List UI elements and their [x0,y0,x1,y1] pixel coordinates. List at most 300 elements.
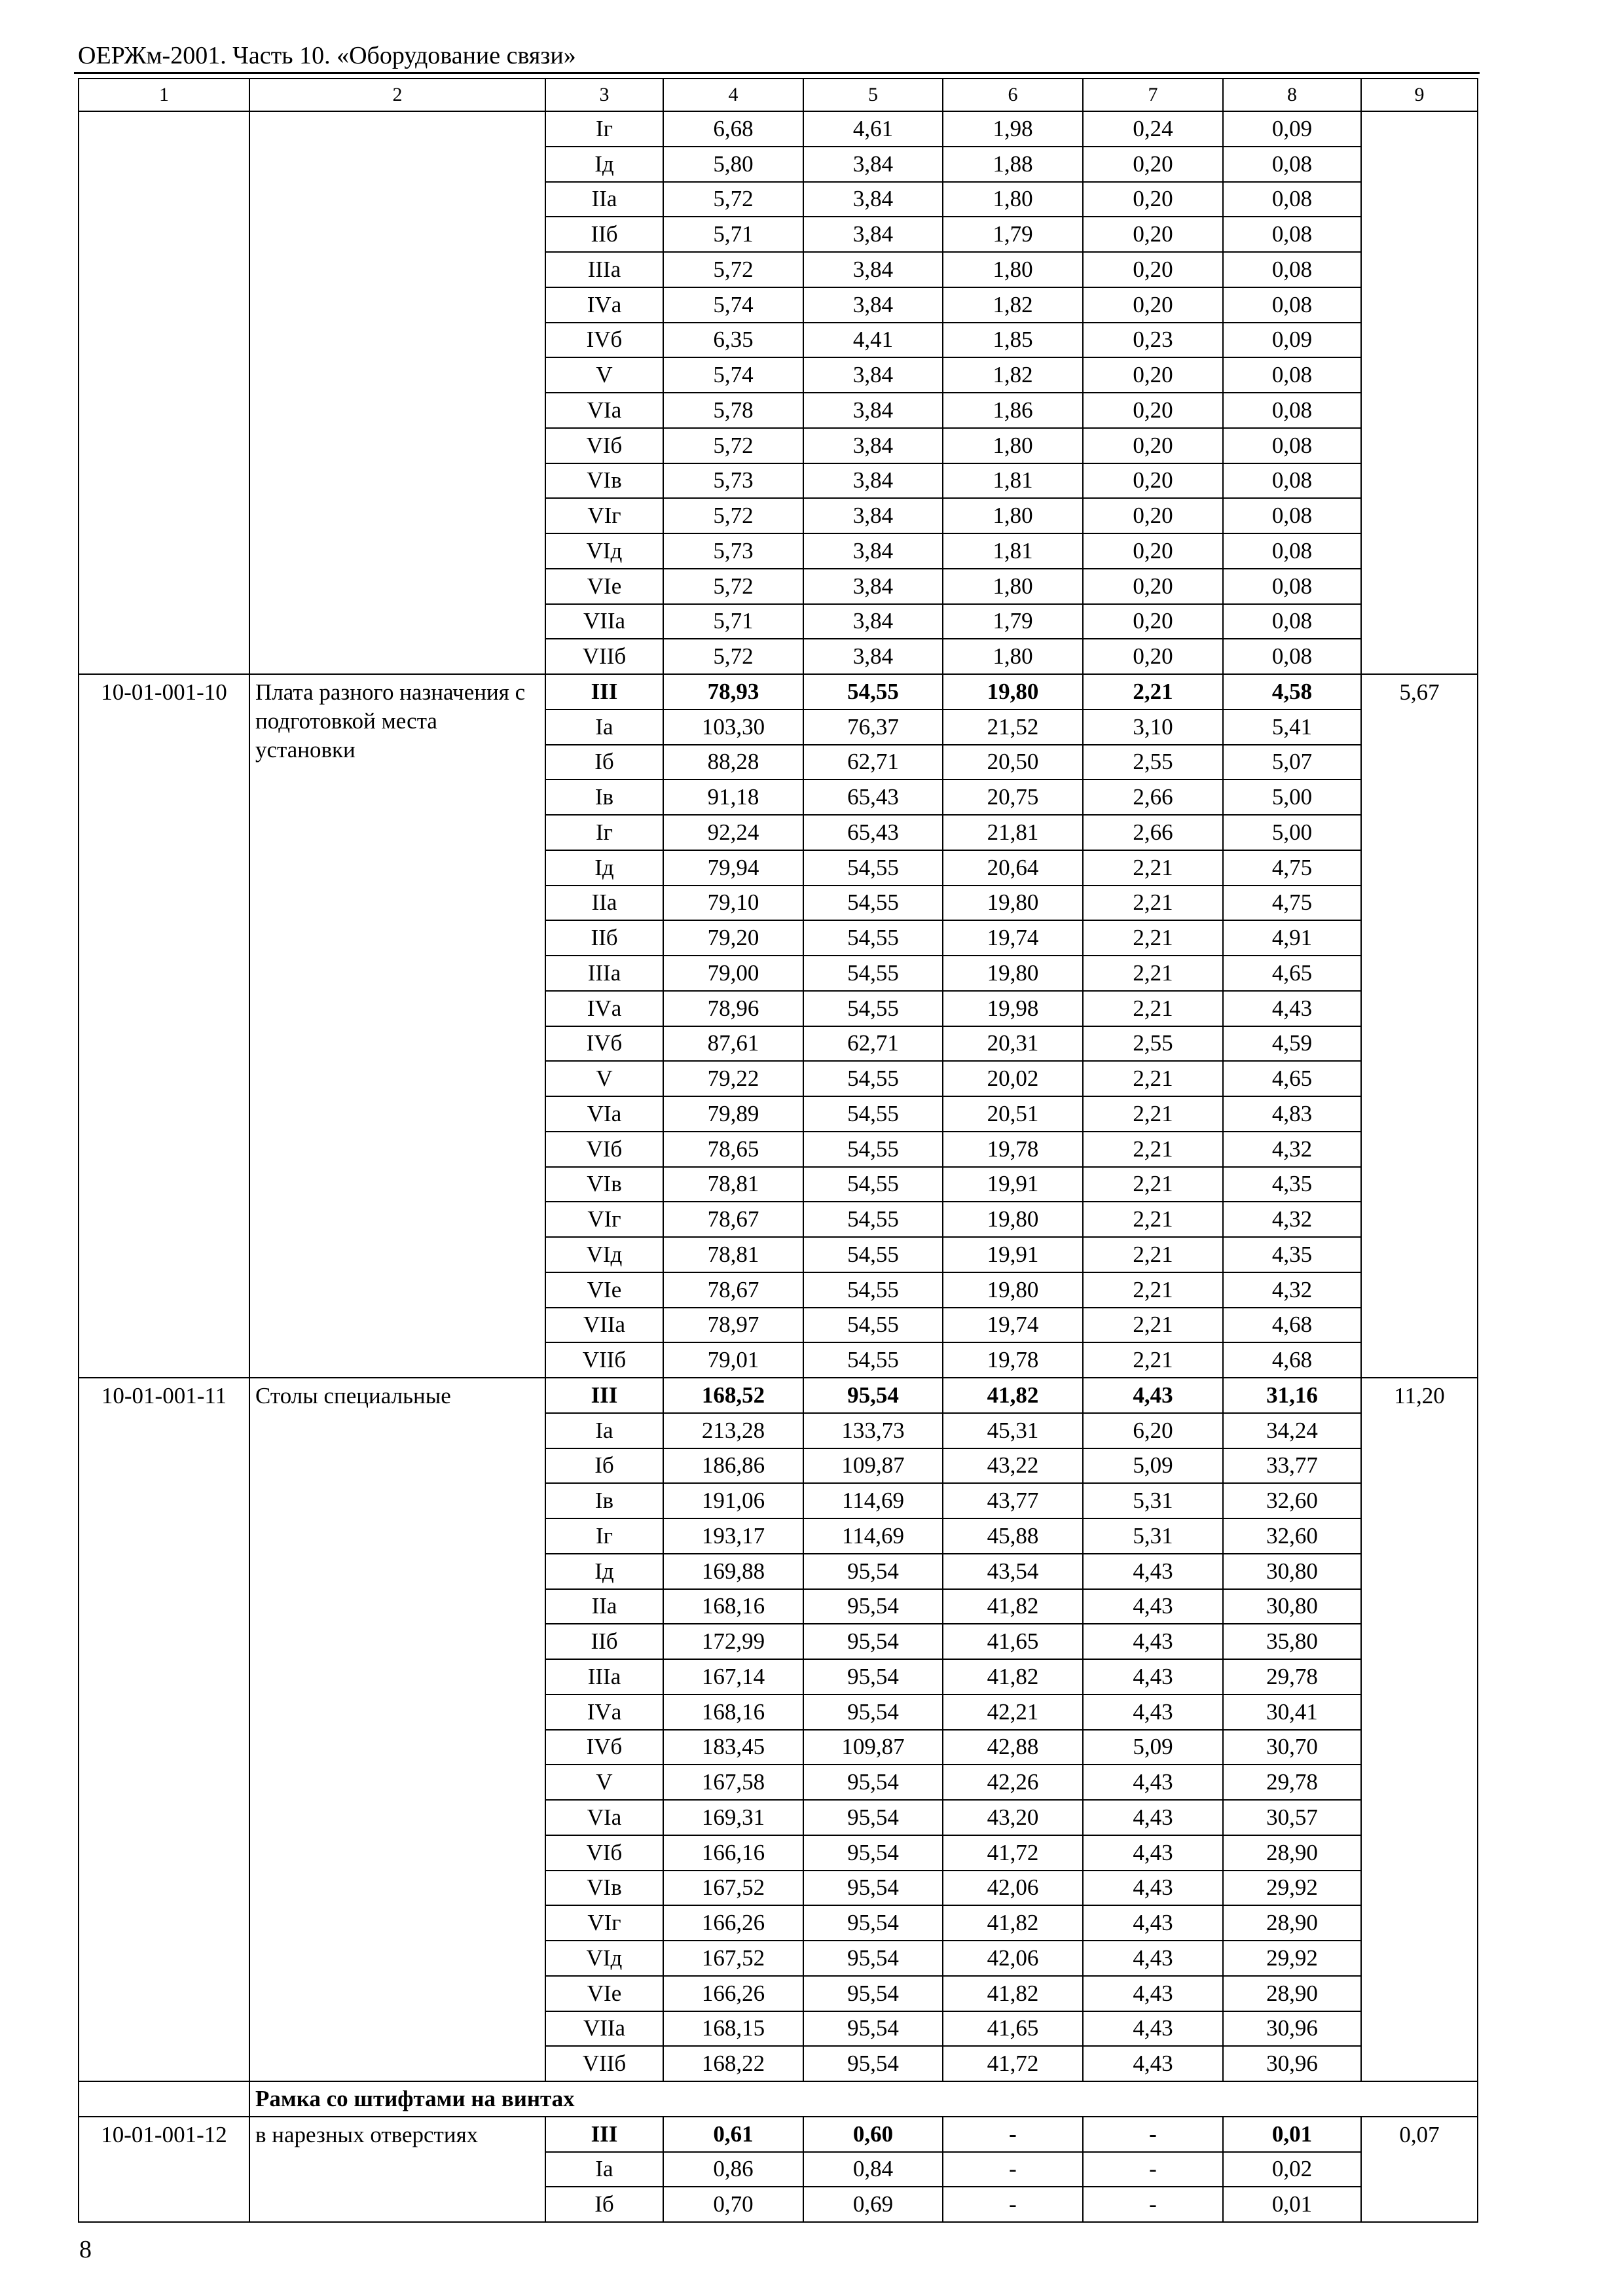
value-col5-cell: 3,84 [803,147,943,182]
value-col6-cell: 1,80 [943,252,1083,287]
value-col6-cell: 45,31 [943,1413,1083,1448]
table-header [79,79,1478,111]
value-col8-cell: 5,00 [1223,780,1361,815]
value-col4-cell: 167,52 [663,1941,803,1976]
value-col7-cell: 2,66 [1083,780,1223,815]
value-col4-cell: 169,88 [663,1554,803,1589]
zone-cell: III [545,1378,663,1413]
value-col5-cell: 3,84 [803,569,943,604]
zone-cell: IIIа [545,1659,663,1695]
col9-value-cell: 11,20 [1361,1378,1478,2081]
zone-cell: VIIб [545,2046,663,2081]
value-col4-cell: 5,74 [663,287,803,323]
zone-cell: IVб [545,1026,663,1062]
value-col5-cell: 95,54 [803,2046,943,2081]
value-col5-cell: 54,55 [803,1202,943,1237]
value-col6-cell: 19,91 [943,1237,1083,1272]
value-col8-cell: 0,08 [1223,287,1361,323]
value-col4-cell: 5,72 [663,182,803,217]
value-col8-cell: 0,08 [1223,463,1361,499]
value-col6-cell: 42,88 [943,1730,1083,1765]
value-col5-cell: 54,55 [803,1096,943,1132]
value-col4-cell: 186,86 [663,1448,803,1484]
zone-cell: VIб [545,1835,663,1871]
value-col8-cell: 4,65 [1223,956,1361,991]
value-col5-cell: 54,55 [803,1132,943,1167]
column-number-row [79,79,1478,111]
value-col4-cell: 172,99 [663,1624,803,1659]
value-col7-cell: 2,21 [1083,1342,1223,1378]
zone-cell: VIб [545,1132,663,1167]
value-col5-cell: 114,69 [803,1518,943,1554]
value-col6-cell: 19,78 [943,1342,1083,1378]
value-col6-cell: 42,06 [943,1941,1083,1976]
value-col4-cell: 168,22 [663,2046,803,2081]
value-col8-cell: 28,90 [1223,1905,1361,1941]
value-col8-cell: 0,08 [1223,604,1361,639]
value-col8-cell: 28,90 [1223,1976,1361,2011]
value-col4-cell: 103,30 [663,709,803,745]
zone-cell: Iг [545,1518,663,1554]
value-col4-cell: 168,52 [663,1378,803,1413]
value-col5-cell: 3,84 [803,463,943,499]
value-col4-cell: 87,61 [663,1026,803,1062]
rate-code-cell: 10-01-001-12 [79,2117,249,2222]
value-col5-cell: 95,54 [803,1378,943,1413]
value-col8-cell: 30,57 [1223,1800,1361,1835]
value-col5-cell: 109,87 [803,1730,943,1765]
zone-cell: Iд [545,147,663,182]
zone-cell: Iд [545,1554,663,1589]
value-col6-cell: - [943,2152,1083,2187]
value-col6-cell: 41,82 [943,1589,1083,1624]
value-col6-cell: 41,82 [943,1659,1083,1695]
value-col6-cell: 41,82 [943,1976,1083,2011]
value-col6-cell: 43,54 [943,1554,1083,1589]
zone-cell: III [545,2117,663,2152]
value-col4-cell: 79,22 [663,1061,803,1096]
value-col6-cell: 19,80 [943,674,1083,709]
value-col8-cell: 0,08 [1223,217,1361,252]
value-col8-cell: 0,01 [1223,2117,1361,2152]
value-col4-cell: 79,94 [663,850,803,886]
value-col7-cell: 4,43 [1083,1554,1223,1589]
value-col7-cell: 2,21 [1083,1237,1223,1272]
value-col6-cell: 19,80 [943,1202,1083,1237]
value-col5-cell: 95,54 [803,2011,943,2047]
value-col5-cell: 65,43 [803,780,943,815]
zone-cell: VIа [545,1800,663,1835]
rate-code-cell [79,111,249,674]
value-col7-cell: 0,20 [1083,463,1223,499]
value-col5-cell: 95,54 [803,1695,943,1730]
value-col6-cell: 45,88 [943,1518,1083,1554]
value-col7-cell: 0,20 [1083,569,1223,604]
zone-cell: V [545,357,663,393]
header-divider [74,72,1480,74]
zone-cell: IVб [545,1730,663,1765]
value-col6-cell: 1,85 [943,323,1083,358]
value-col4-cell: 193,17 [663,1518,803,1554]
zone-cell: VIе [545,1976,663,2011]
zone-cell: IVа [545,1695,663,1730]
value-col6-cell: 20,31 [943,1026,1083,1062]
value-col8-cell: 0,08 [1223,639,1361,674]
value-col7-cell: 2,21 [1083,1096,1223,1132]
value-col8-cell: 4,32 [1223,1272,1361,1308]
value-col8-cell: 0,08 [1223,182,1361,217]
zone-cell: VIIб [545,1342,663,1378]
value-col6-cell: 1,79 [943,604,1083,639]
value-col6-cell: 1,80 [943,428,1083,463]
value-col5-cell: 54,55 [803,1061,943,1096]
value-col6-cell: 20,64 [943,850,1083,886]
value-col8-cell: 30,80 [1223,1554,1361,1589]
table-row [79,1378,1478,1413]
col9-value-cell: 0,07 [1361,2117,1478,2222]
value-col6-cell: 43,22 [943,1448,1083,1484]
value-col8-cell: 5,07 [1223,745,1361,780]
value-col6-cell: 19,78 [943,1132,1083,1167]
value-col5-cell: 62,71 [803,1026,943,1062]
value-col6-cell: 19,80 [943,886,1083,921]
value-col7-cell: 4,43 [1083,1378,1223,1413]
value-col4-cell: 191,06 [663,1483,803,1518]
value-col4-cell: 79,00 [663,956,803,991]
value-col8-cell: 4,58 [1223,674,1361,709]
value-col7-cell: 0,20 [1083,604,1223,639]
value-col4-cell: 167,14 [663,1659,803,1695]
value-col4-cell: 5,78 [663,393,803,428]
value-col7-cell: 4,43 [1083,1589,1223,1624]
value-col6-cell: 21,52 [943,709,1083,745]
value-col5-cell: 3,84 [803,252,943,287]
value-col6-cell: 41,65 [943,2011,1083,2047]
value-col7-cell: - [1083,2152,1223,2187]
zone-cell: Iа [545,2152,663,2187]
value-col5-cell: 95,54 [803,1835,943,1871]
zone-cell: VIIа [545,1308,663,1343]
section-title: Рамка со штифтами на винтах [249,2081,1478,2117]
value-col8-cell: 29,78 [1223,1765,1361,1800]
value-col8-cell: 30,96 [1223,2011,1361,2047]
value-col5-cell: 65,43 [803,815,943,850]
value-col5-cell: 95,54 [803,1941,943,1976]
value-col7-cell: 0,20 [1083,393,1223,428]
value-col4-cell: 78,97 [663,1308,803,1343]
zone-cell: IIб [545,1624,663,1659]
value-col8-cell: 4,75 [1223,850,1361,886]
value-col5-cell: 4,41 [803,323,943,358]
value-col8-cell: 0,08 [1223,498,1361,533]
value-col8-cell: 28,90 [1223,1835,1361,1871]
zone-cell: Iа [545,1413,663,1448]
table-row [79,2117,1478,2152]
value-col8-cell: 4,68 [1223,1342,1361,1378]
value-col7-cell: 0,20 [1083,428,1223,463]
value-col4-cell: 5,71 [663,217,803,252]
column-number-header: 3 [545,79,663,111]
zone-cell: Iг [545,815,663,850]
zone-cell: IIIа [545,956,663,991]
value-col5-cell: 109,87 [803,1448,943,1484]
value-col4-cell: 183,45 [663,1730,803,1765]
value-col6-cell: 42,26 [943,1765,1083,1800]
value-col4-cell: 5,71 [663,604,803,639]
value-col7-cell: 4,43 [1083,1905,1223,1941]
value-col7-cell: 4,43 [1083,1765,1223,1800]
zone-cell: Iб [545,2187,663,2222]
value-col7-cell: 0,20 [1083,287,1223,323]
value-col6-cell: 1,81 [943,533,1083,569]
zone-cell: IIб [545,920,663,956]
value-col8-cell: 0,08 [1223,357,1361,393]
value-col7-cell: - [1083,2187,1223,2222]
value-col7-cell: 2,21 [1083,674,1223,709]
value-col5-cell: 54,55 [803,1237,943,1272]
page-title: ОЕРЖм-2001. Часть 10. «Оборудование связи» [78,42,576,69]
value-col7-cell: 2,66 [1083,815,1223,850]
value-col6-cell: 21,81 [943,815,1083,850]
column-number-header: 8 [1223,79,1361,111]
value-col8-cell: 0,08 [1223,147,1361,182]
value-col6-cell: 42,06 [943,1871,1083,1906]
value-col7-cell: 2,21 [1083,886,1223,921]
value-col4-cell: 0,61 [663,2117,803,2152]
zone-cell: Iг [545,111,663,147]
value-col5-cell: 95,54 [803,1871,943,1906]
value-col7-cell: 4,43 [1083,1695,1223,1730]
rates-table [78,78,1478,2223]
table-row [79,111,1478,147]
value-col7-cell: 4,43 [1083,1871,1223,1906]
zone-cell: Iв [545,780,663,815]
value-col8-cell: 4,35 [1223,1237,1361,1272]
zone-cell: VIд [545,533,663,569]
value-col4-cell: 79,01 [663,1342,803,1378]
value-col5-cell: 3,84 [803,428,943,463]
zone-cell: VIа [545,393,663,428]
zone-cell: Iа [545,709,663,745]
value-col5-cell: 0,84 [803,2152,943,2187]
value-col6-cell: - [943,2187,1083,2222]
value-col8-cell: 4,43 [1223,991,1361,1026]
col9-value-cell: 5,67 [1361,674,1478,1378]
value-col8-cell: 0,02 [1223,2152,1361,2187]
value-col5-cell: 114,69 [803,1483,943,1518]
value-col4-cell: 6,35 [663,323,803,358]
value-col5-cell: 54,55 [803,1272,943,1308]
zone-cell: IVа [545,287,663,323]
zone-cell: VIIа [545,2011,663,2047]
value-col4-cell: 168,15 [663,2011,803,2047]
zone-cell: IIа [545,886,663,921]
value-col8-cell: 32,60 [1223,1483,1361,1518]
value-col7-cell: 2,55 [1083,745,1223,780]
zone-cell: IVб [545,323,663,358]
value-col8-cell: 29,92 [1223,1941,1361,1976]
col9-value-cell [1361,111,1478,674]
value-col5-cell: 54,55 [803,956,943,991]
value-col4-cell: 166,16 [663,1835,803,1871]
value-col4-cell: 88,28 [663,745,803,780]
value-col6-cell: 1,80 [943,639,1083,674]
zone-cell: VIд [545,1941,663,1976]
value-col7-cell: 4,43 [1083,1835,1223,1871]
value-col4-cell: 5,73 [663,533,803,569]
column-number-header: 2 [249,79,545,111]
value-col5-cell: 3,84 [803,498,943,533]
value-col7-cell: 5,09 [1083,1730,1223,1765]
zone-cell: IIб [545,217,663,252]
value-col4-cell: 0,86 [663,2152,803,2187]
value-col6-cell: 1,79 [943,217,1083,252]
value-col4-cell: 92,24 [663,815,803,850]
zone-cell: VIе [545,1272,663,1308]
value-col8-cell: 0,08 [1223,569,1361,604]
section-row [79,2081,1478,2117]
value-col6-cell: 19,80 [943,1272,1083,1308]
work-name-cell: Плата разного назначения с подготовкой места установки [249,674,545,1378]
value-col6-cell: 1,88 [943,147,1083,182]
column-number-header: 1 [79,79,249,111]
zone-cell: IVа [545,991,663,1026]
value-col8-cell: 4,35 [1223,1167,1361,1202]
zone-cell: IIIа [545,252,663,287]
value-col5-cell: 95,54 [803,1554,943,1589]
value-col8-cell: 0,08 [1223,428,1361,463]
value-col8-cell: 4,32 [1223,1132,1361,1167]
zone-cell: VIв [545,463,663,499]
value-col4-cell: 5,73 [663,463,803,499]
value-col8-cell: 34,24 [1223,1413,1361,1448]
value-col4-cell: 169,31 [663,1800,803,1835]
value-col4-cell: 0,70 [663,2187,803,2222]
value-col7-cell: 5,09 [1083,1448,1223,1484]
value-col6-cell: 41,82 [943,1378,1083,1413]
value-col5-cell: 95,54 [803,1800,943,1835]
value-col5-cell: 0,69 [803,2187,943,2222]
value-col6-cell: 20,75 [943,780,1083,815]
zone-cell: VIв [545,1871,663,1906]
work-name-cell [249,111,545,674]
value-col4-cell: 78,65 [663,1132,803,1167]
value-col5-cell: 3,84 [803,533,943,569]
zone-cell: Iб [545,1448,663,1484]
zone-cell: VIб [545,428,663,463]
value-col5-cell: 3,84 [803,287,943,323]
zone-cell: IIа [545,1589,663,1624]
zone-cell: V [545,1061,663,1096]
rate-code-cell: 10-01-001-10 [79,674,249,1378]
value-col8-cell: 30,80 [1223,1589,1361,1624]
value-col5-cell: 3,84 [803,639,943,674]
value-col4-cell: 78,67 [663,1272,803,1308]
value-col8-cell: 33,77 [1223,1448,1361,1484]
column-number-header: 5 [803,79,943,111]
value-col7-cell: 0,20 [1083,533,1223,569]
zone-cell: VIIб [545,639,663,674]
value-col7-cell: 0,20 [1083,217,1223,252]
value-col5-cell: 54,55 [803,674,943,709]
value-col5-cell: 133,73 [803,1413,943,1448]
value-col8-cell: 30,70 [1223,1730,1361,1765]
value-col5-cell: 54,55 [803,1342,943,1378]
value-col5-cell: 54,55 [803,850,943,886]
value-col8-cell: 0,08 [1223,252,1361,287]
value-col7-cell: 0,20 [1083,252,1223,287]
value-col8-cell: 0,08 [1223,393,1361,428]
value-col7-cell: 4,43 [1083,2011,1223,2047]
value-col4-cell: 213,28 [663,1413,803,1448]
value-col7-cell: - [1083,2117,1223,2152]
value-col8-cell: 29,92 [1223,1871,1361,1906]
work-name-cell: в нарезных отверстиях [249,2117,545,2222]
value-col7-cell: 2,21 [1083,956,1223,991]
value-col6-cell: 1,81 [943,463,1083,499]
value-col5-cell: 95,54 [803,1624,943,1659]
value-col6-cell: 19,74 [943,920,1083,956]
value-col5-cell: 3,84 [803,182,943,217]
value-col5-cell: 54,55 [803,1167,943,1202]
value-col4-cell: 5,80 [663,147,803,182]
value-col4-cell: 167,52 [663,1871,803,1906]
value-col4-cell: 168,16 [663,1695,803,1730]
value-col8-cell: 0,01 [1223,2187,1361,2222]
value-col7-cell: 2,55 [1083,1026,1223,1062]
value-col6-cell: 19,74 [943,1308,1083,1343]
value-col7-cell: 0,20 [1083,147,1223,182]
zone-cell: VIIа [545,604,663,639]
value-col6-cell: 41,72 [943,1835,1083,1871]
value-col5-cell: 54,55 [803,886,943,921]
value-col8-cell: 0,09 [1223,111,1361,147]
value-col6-cell: - [943,2117,1083,2152]
value-col5-cell: 4,61 [803,111,943,147]
zone-cell: Iб [545,745,663,780]
value-col7-cell: 2,21 [1083,920,1223,956]
value-col5-cell: 3,84 [803,393,943,428]
value-col7-cell: 2,21 [1083,1132,1223,1167]
value-col5-cell: 3,84 [803,604,943,639]
value-col6-cell: 43,20 [943,1800,1083,1835]
value-col4-cell: 79,10 [663,886,803,921]
value-col4-cell: 166,26 [663,1905,803,1941]
work-name-cell: Столы специальные [249,1378,545,2081]
value-col6-cell: 42,21 [943,1695,1083,1730]
page-number: 8 [79,2236,92,2263]
value-col5-cell: 0,60 [803,2117,943,2152]
column-number-header: 4 [663,79,803,111]
value-col7-cell: 2,21 [1083,1272,1223,1308]
value-col7-cell: 0,23 [1083,323,1223,358]
value-col8-cell: 4,83 [1223,1096,1361,1132]
value-col8-cell: 30,96 [1223,2046,1361,2081]
zone-cell: Iв [545,1483,663,1518]
zone-cell: Iд [545,850,663,886]
value-col4-cell: 5,72 [663,639,803,674]
value-col7-cell: 0,24 [1083,111,1223,147]
value-col5-cell: 76,37 [803,709,943,745]
value-col7-cell: 0,20 [1083,357,1223,393]
value-col7-cell: 2,21 [1083,1061,1223,1096]
zone-cell: V [545,1765,663,1800]
zone-cell: VIг [545,498,663,533]
value-col4-cell: 79,20 [663,920,803,956]
value-col7-cell: 4,43 [1083,1941,1223,1976]
value-col8-cell: 4,68 [1223,1308,1361,1343]
value-col7-cell: 0,20 [1083,498,1223,533]
